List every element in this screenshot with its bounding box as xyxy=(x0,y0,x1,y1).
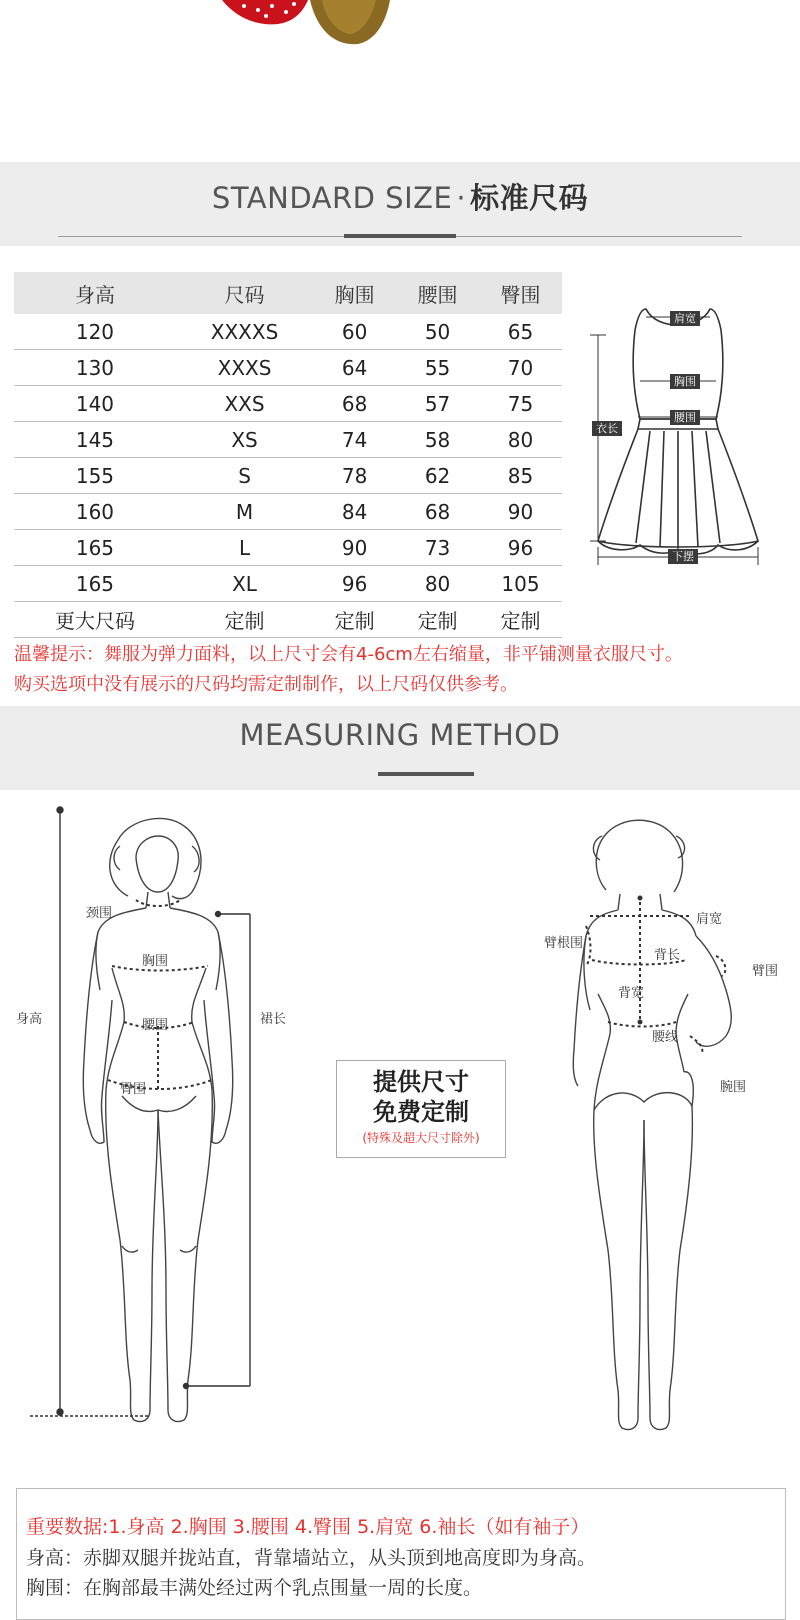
front-label-skirt-length: 裙长 xyxy=(260,1012,287,1027)
info-chest-description: 胸围：在胸部最丰满处经过两个乳点围量一周的长度。 xyxy=(26,1577,483,1599)
measuring-section-divider-accent xyxy=(378,772,474,776)
dress-label-chest: 胸围 xyxy=(670,374,700,389)
header-waist: 腰围 xyxy=(396,272,479,314)
size-table xyxy=(14,272,562,638)
product-photo-fragment xyxy=(200,0,560,48)
promo-line-1: 提供尺寸 xyxy=(373,1068,469,1096)
promo-note: (特殊及超大尺寸除外) xyxy=(362,1131,480,1145)
back-label-back-length: 背长 xyxy=(654,948,681,963)
dress-label-hem: 下摆 xyxy=(668,549,698,564)
dress-label-waist: 腰围 xyxy=(670,410,700,425)
back-label-waistline: 腰线 xyxy=(652,1030,679,1045)
measuring-section-title: MEASURING METHOD xyxy=(239,718,561,752)
free-customization-box xyxy=(336,1060,506,1158)
table-row: 更大尺码 定制 定制 定制 定制 xyxy=(14,602,562,638)
header-size: 尺码 xyxy=(176,272,313,314)
back-label-armhole: 臂根围 xyxy=(544,936,584,951)
size-section-title: STANDARD SIZE · 标准尺码 xyxy=(211,181,589,215)
back-label-back-width: 背宽 xyxy=(618,986,645,1001)
dress-label-length: 衣长 xyxy=(592,421,622,436)
table-row: 130 XXXS 64 55 70 xyxy=(14,350,562,386)
table-row: 120 XXXXS 60 50 65 xyxy=(14,314,562,350)
back-label-wrist: 腕围 xyxy=(720,1080,747,1095)
table-row: 155 S 78 62 85 xyxy=(14,458,562,494)
header-height: 身高 xyxy=(14,272,176,314)
header-chest: 胸围 xyxy=(313,272,396,314)
table-row: 140 XXS 68 57 75 xyxy=(14,386,562,422)
table-row: 165 XL 96 80 105 xyxy=(14,566,562,602)
front-label-chest: 胸围 xyxy=(142,954,169,969)
info-height-description: 身高：赤脚双腿并拢站直，背靠墙站立，从头顶到地高度即为身高。 xyxy=(26,1547,597,1569)
back-figure-diagram xyxy=(520,810,790,1460)
dress-label-shoulder: 肩宽 xyxy=(670,311,700,326)
table-row: 160 M 84 68 90 xyxy=(14,494,562,530)
back-label-upper-arm: 臂围 xyxy=(752,964,779,979)
promo-line-2: 免费定制 xyxy=(373,1098,469,1126)
size-table-header xyxy=(14,272,562,314)
notice-line-2: 购买选项中没有展示的尺码均需定制制作，以上尺码仅供参考。 xyxy=(14,674,518,695)
table-row: 145 XS 74 58 80 xyxy=(14,422,562,458)
table-row: 165 L 90 73 96 xyxy=(14,530,562,566)
dress-diagram xyxy=(580,305,780,575)
front-figure-diagram xyxy=(0,800,320,1460)
size-section-divider-accent xyxy=(344,234,456,238)
notice-line-1: 温馨提示：舞服为弹力面料，以上尺寸会有4-6cm左右缩量，非平铺测量衣服尺寸。 xyxy=(14,644,683,665)
back-label-shoulder: 肩宽 xyxy=(696,912,723,927)
front-label-neck: 颈围 xyxy=(86,906,113,921)
front-label-height: 身高 xyxy=(16,1012,43,1027)
front-label-waist: 腰围 xyxy=(142,1018,169,1033)
info-important-data: 重要数据:1.身高 2.胸围 3.腰围 4.臀围 5.肩宽 6.袖长（如有袖子） xyxy=(26,1516,590,1538)
header-hip: 臀围 xyxy=(479,272,562,314)
front-label-hip: 臀围 xyxy=(120,1082,147,1097)
